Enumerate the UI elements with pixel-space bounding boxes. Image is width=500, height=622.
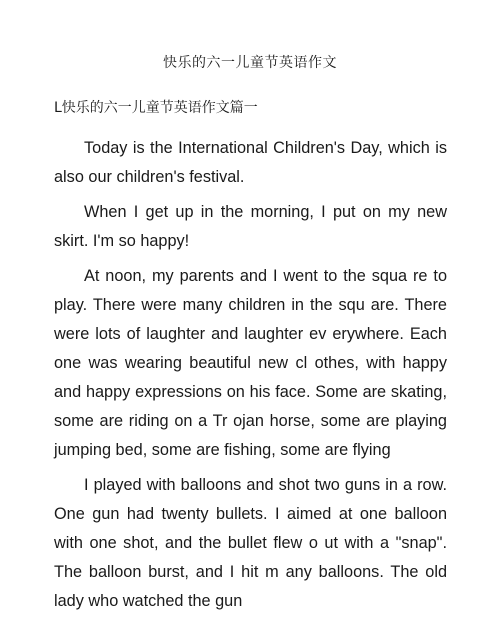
- paragraph-4: I played with balloons and shot two guns in a row. One gun had twenty bullets. I aimed at one balloon with one shot, and the bullet flew o ut with a "snap". The balloon burst, and I hit m any balloons. The old lady who watched the gun: [54, 476, 447, 610]
- document-body: [54, 134, 447, 622]
- document-title: 快乐的六一儿童节英语作文: [163, 55, 337, 71]
- paragraph-1: Today is the International Children's Day, which is also our children's festival.: [54, 139, 447, 186]
- paragraph-2: When I get up in the morning, I put on my new skirt. I'm so happy!: [54, 203, 447, 250]
- paragraph-3: At noon, my parents and I went to the squa re to play. There were many children in the squ are. There were lots of laughter and laughter ev erywhere. Each one was wearing beautiful new cl othes, with happy and happy expressions on his face. Some are skating, some are riding on a Tr ojan horse, some are playing jumping bed, some are fishing, some are flying: [54, 267, 447, 459]
- section-heading: L快乐的六一儿童节英语作文篇一: [54, 100, 258, 116]
